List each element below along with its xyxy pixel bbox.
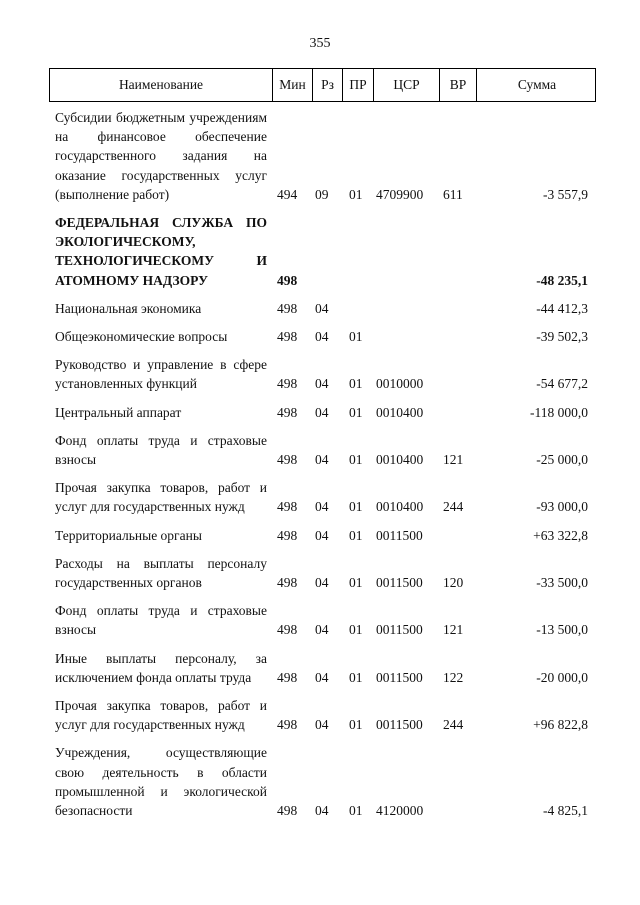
cell-vr: 611: [443, 186, 463, 202]
cell-sum: -4 825,1: [543, 803, 588, 819]
cell-vr: 244: [443, 717, 464, 733]
header-sum: Сумма: [476, 69, 597, 101]
cell-sum: -33 500,0: [536, 575, 588, 591]
cell-rz: 04: [315, 669, 329, 685]
header-csr: ЦСР: [373, 69, 439, 101]
cell-min: 498: [277, 622, 298, 638]
table-row: [49, 554, 596, 592]
cell-csr: 0011500: [376, 622, 423, 638]
table-row: [49, 299, 596, 318]
cell-name: Центральный аппарат: [55, 404, 182, 420]
table-row: [49, 601, 596, 639]
cell-pr: 01: [349, 803, 363, 819]
cell-csr: 0010400: [376, 404, 424, 420]
cell-min: 498: [277, 452, 298, 468]
table-row: [49, 743, 596, 820]
cell-csr: 0011500: [376, 527, 423, 543]
cell-csr: 4120000: [376, 803, 424, 819]
cell-sum: +96 822,8: [533, 717, 588, 733]
cell-name: Фонд оплаты труда и страховые взносы: [55, 603, 267, 638]
cell-sum: -118 000,0: [530, 404, 588, 420]
cell-pr: 01: [349, 499, 363, 515]
cell-vr: 122: [443, 669, 464, 685]
cell-sum: -3 557,9: [543, 186, 588, 202]
table-row: [49, 649, 596, 687]
cell-csr: 0010000: [376, 376, 424, 392]
cell-name: Руководство и управление в сфере установленных функций: [55, 357, 267, 392]
cell-csr: 0011500: [376, 669, 423, 685]
cell-name: Учреждения, осуществляющие свою деятельность в области промышленной и экологической безопасности: [55, 745, 267, 819]
cell-min: 498: [277, 300, 298, 316]
cell-pr: 01: [349, 622, 363, 638]
cell-name: Прочая закупка товаров, работ и услуг для государственных нужд: [55, 698, 267, 733]
cell-min: 498: [277, 803, 298, 819]
cell-vr: 121: [443, 452, 464, 468]
cell-rz: 04: [315, 717, 329, 733]
cell-sum: -13 500,0: [536, 622, 588, 638]
cell-sum: -48 235,1: [536, 272, 588, 288]
header-rz: Рз: [312, 69, 342, 101]
cell-min: 498: [277, 272, 298, 288]
cell-name: Фонд оплаты труда и страховые взносы: [55, 432, 267, 468]
cell-rz: 04: [315, 329, 329, 345]
cell-min: 498: [277, 527, 298, 543]
cell-min: 494: [277, 186, 298, 202]
cell-rz: 04: [315, 499, 329, 515]
cell-rz: 04: [315, 376, 329, 392]
cell-min: 498: [277, 404, 298, 420]
cell-name: Субсидии бюджетным учреждениям на финансовое обеспечение государственного задания на оказание государственных услуг (выполнение работ): [55, 110, 267, 202]
cell-csr: 0010400: [376, 499, 424, 515]
cell-csr: 0011500: [376, 717, 423, 733]
cell-rz: 09: [315, 186, 329, 202]
header-vr: ВР: [439, 69, 476, 101]
cell-pr: 01: [349, 329, 363, 345]
header-min: Мин: [272, 69, 312, 101]
cell-pr: 01: [349, 376, 363, 392]
table-header: [49, 68, 596, 102]
cell-min: 498: [277, 669, 298, 685]
cell-sum: -54 677,2: [536, 376, 588, 392]
cell-name: Территориальные органы: [55, 527, 202, 543]
header-name: Наименование: [118, 77, 204, 92]
cell-vr: 244: [443, 499, 464, 515]
table-row: [49, 108, 596, 204]
cell-pr: 01: [349, 575, 363, 591]
cell-rz: 04: [315, 575, 329, 591]
cell-rz: 04: [315, 452, 329, 468]
cell-rz: 04: [315, 622, 329, 638]
cell-name: ФЕДЕРАЛЬНАЯ СЛУЖБА ПО ЭКОЛОГИЧЕСКОМУ, ТЕХНОЛОГИЧЕСКОМУ И АТОМНОМУ НАДЗОРУ: [55, 215, 267, 288]
cell-name: Общеэкономические вопросы: [55, 329, 228, 345]
cell-pr: 01: [349, 669, 363, 685]
page-number: 355: [309, 36, 331, 51]
cell-name: Иные выплаты персоналу, за исключением фонда оплаты труда: [55, 650, 267, 685]
cell-name: Прочая закупка товаров, работ и услуг для государственных нужд: [55, 480, 267, 515]
cell-sum: -93 000,0: [536, 499, 588, 515]
cell-vr: 120: [443, 575, 464, 591]
table-row: [49, 327, 596, 346]
cell-rz: 04: [315, 300, 329, 316]
cell-rz: 04: [315, 803, 329, 819]
cell-rz: 04: [315, 527, 329, 543]
cell-pr: 01: [349, 452, 363, 468]
cell-pr: 01: [349, 186, 363, 202]
cell-vr: 121: [443, 622, 464, 638]
cell-csr: 4709900: [376, 186, 424, 202]
table-row: [49, 355, 596, 393]
header-pr: ПР: [342, 69, 373, 101]
table-row: [49, 431, 596, 469]
table-row: [49, 696, 596, 734]
cell-pr: 01: [349, 527, 363, 543]
table-row: [49, 526, 596, 545]
cell-min: 498: [277, 717, 298, 733]
cell-min: 498: [277, 376, 298, 392]
cell-csr: 0011500: [376, 575, 423, 591]
cell-name: Национальная экономика: [55, 300, 202, 316]
cell-sum: -39 502,3: [536, 329, 588, 345]
cell-min: 498: [277, 499, 298, 515]
cell-pr: 01: [349, 717, 363, 733]
table-body: [49, 102, 596, 820]
cell-min: 498: [277, 329, 298, 345]
cell-name: Расходы на выплаты персоналу государственных органов: [55, 555, 267, 591]
budget-table: [49, 68, 596, 829]
table-row: [49, 403, 596, 422]
cell-pr: 01: [349, 404, 363, 420]
table-row: [49, 478, 596, 516]
cell-sum: -44 412,3: [536, 300, 588, 316]
cell-sum: -25 000,0: [536, 452, 588, 468]
table-row: [49, 213, 596, 290]
cell-rz: 04: [315, 404, 329, 420]
cell-sum: +63 322,8: [533, 527, 588, 543]
cell-min: 498: [277, 575, 298, 591]
cell-csr: 0010400: [376, 452, 424, 468]
cell-sum: -20 000,0: [536, 669, 588, 685]
